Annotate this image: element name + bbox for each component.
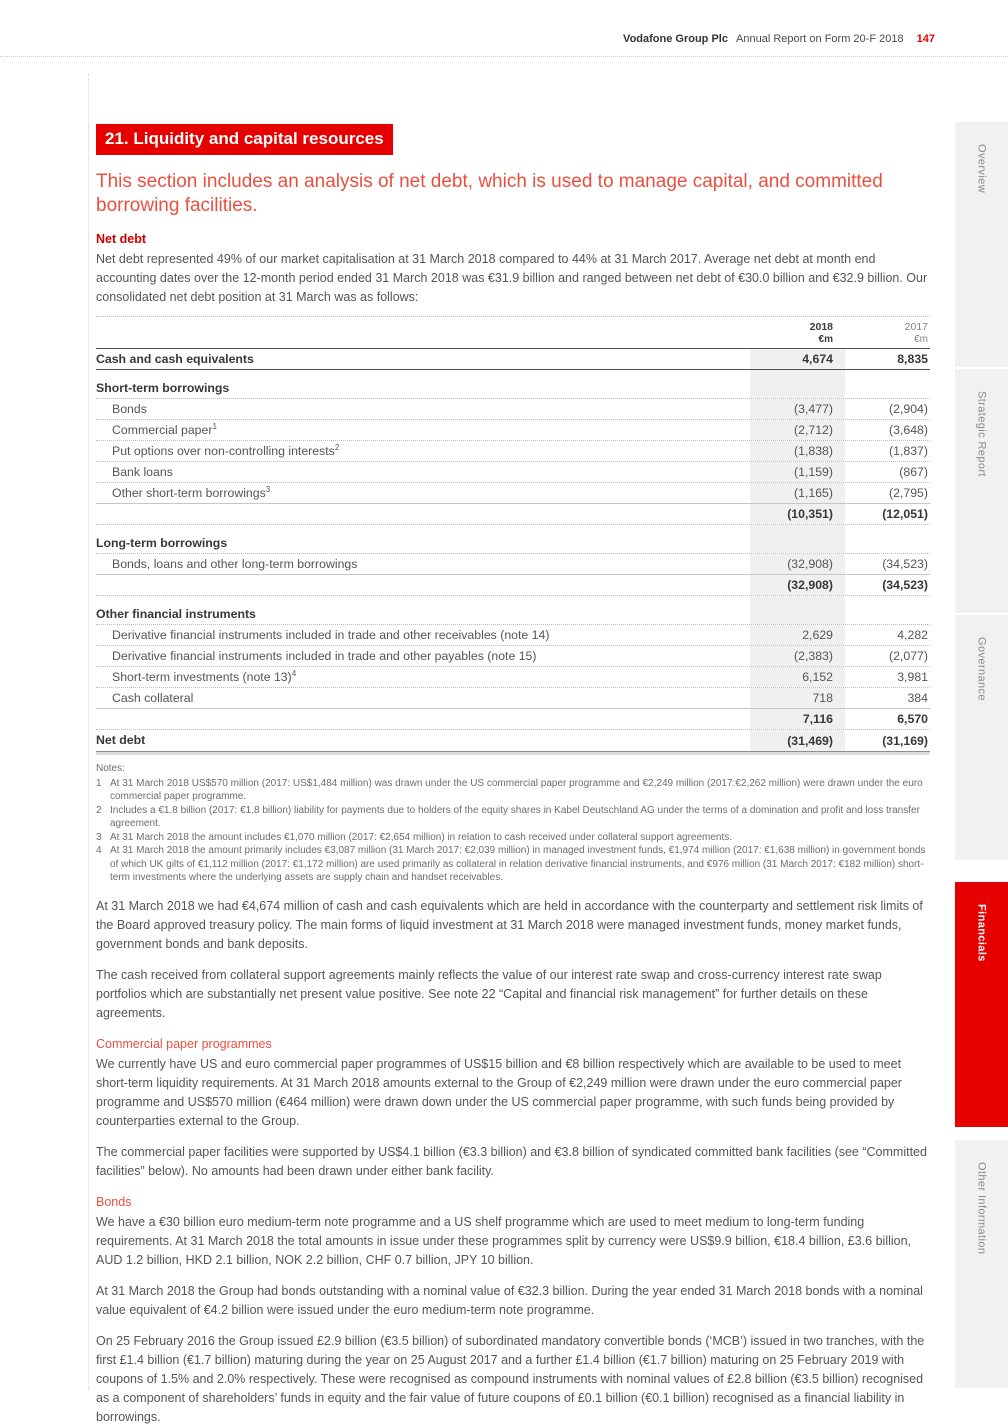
table-row bbox=[96, 646, 930, 667]
column-header-2017: 2017 €m bbox=[904, 321, 928, 345]
sidebar-tab-governance[interactable] bbox=[955, 615, 1008, 860]
table-row bbox=[96, 399, 930, 420]
report-title: Annual Report on Form 20-F 2018 bbox=[736, 33, 904, 45]
value-2017: (3,648) bbox=[889, 423, 928, 437]
value-2018: (2,712) bbox=[750, 420, 845, 440]
table-row bbox=[96, 575, 930, 596]
sidebar-tab-label: Strategic Report bbox=[975, 391, 988, 477]
subsection-heading: Bonds bbox=[96, 1194, 132, 1209]
sidebar-tab-label: Other Information bbox=[975, 1162, 988, 1255]
column-header-2018: 2018 €m bbox=[809, 321, 833, 345]
table-row bbox=[96, 554, 930, 575]
table-row bbox=[96, 533, 930, 554]
row-label: Other financial instruments bbox=[96, 606, 256, 621]
net-debt-table bbox=[96, 316, 930, 752]
table-row bbox=[96, 604, 930, 625]
value-2018 bbox=[750, 604, 845, 624]
table-row bbox=[96, 370, 930, 378]
subsection-paragraph: We currently have US and euro commercial paper programmes of US$15 billion and €8 billion respectively which are available to be used to meet short-term liquidity requirements. At 31 March 2018 amounts external to the Group of €2,249 million were drawn under the euro commercial paper programme and US$570 million (€464 million) were drawn down under the US commercial paper programme, with such funds being provided by counterparties external to the Group. bbox=[96, 1056, 902, 1128]
value-2018 bbox=[750, 370, 845, 378]
value-2018: (10,351) bbox=[750, 504, 845, 524]
value-2017 bbox=[845, 527, 930, 531]
note-number: 3 bbox=[96, 831, 102, 843]
net-debt-paragraph: Net debt represented 49% of our market capitalisation at 31 March 2018 compared to 44% at 31 March 2017. Average net debt at month end accounting dates over the 12-month period ended 31 March 2018 was €31.9 billion and ranged between net debt of €30.0 billion and €32.9 billion. Our consolidated net debt position at 31 March was as follows: bbox=[96, 252, 928, 304]
brand-name: Vodafone Group Plc bbox=[623, 33, 728, 45]
note-number: 1 bbox=[96, 777, 102, 789]
row-label bbox=[96, 583, 750, 587]
page-header bbox=[623, 33, 935, 45]
row-label: Derivative financial instruments included in trade and other receivables (note 14) bbox=[112, 627, 550, 642]
value-2018: 718 bbox=[750, 688, 845, 708]
value-2018 bbox=[750, 596, 845, 604]
sidebar-tab-other-information[interactable] bbox=[955, 1140, 1008, 1388]
value-2017 bbox=[845, 598, 930, 602]
value-2017 bbox=[845, 372, 930, 376]
row-label: Short-term borrowings bbox=[96, 380, 230, 395]
body-paragraph: The cash received from collateral support agreements mainly reflects the value of our interest rate swap and cross-currency interest rate swap portfolios which are substantially net present value positive. See note 22 “Capital and financial risk management” for further details on these agreements. bbox=[96, 967, 882, 1020]
row-label: Bonds, loans and other long-term borrowings bbox=[112, 556, 358, 571]
table-row bbox=[96, 730, 930, 752]
value-2017: (2,077) bbox=[889, 649, 928, 663]
value-2017: 3,981 bbox=[897, 670, 928, 684]
row-label: Other short-term borrowings$^3$ bbox=[112, 484, 271, 500]
row-label: Put options over non-controlling interests$^2$ bbox=[112, 442, 340, 458]
row-label: Net debt bbox=[96, 733, 146, 747]
value-2017: (1,837) bbox=[889, 444, 928, 458]
value-2017: 4,282 bbox=[897, 628, 928, 642]
value-2018: (1,159) bbox=[750, 462, 845, 482]
note-item bbox=[96, 777, 930, 804]
table-row bbox=[96, 596, 930, 604]
body-paragraphs bbox=[96, 897, 930, 1023]
sidebar-tab-strategic-report[interactable] bbox=[955, 369, 1008, 613]
value-2017: (2,904) bbox=[889, 402, 928, 416]
body-paragraph: At 31 March 2018 we had €4,674 million of cash and cash equivalents which are held in accordance with the counterparty and settlement risk limits of the Board approved treasury policy. The main forms of liquid investment at 31 March 2018 were managed investment funds, money market funds, government bonds and bank deposits. bbox=[96, 898, 923, 951]
table-header bbox=[96, 316, 930, 349]
row-label: Derivative financial instruments included in trade and other payables (note 15) bbox=[112, 648, 537, 663]
header-divider bbox=[0, 56, 1008, 57]
value-2018: 2,629 bbox=[750, 625, 845, 645]
table-row bbox=[96, 420, 930, 441]
notes-title: Notes: bbox=[96, 763, 125, 774]
notes-list bbox=[96, 777, 930, 885]
subsection-paragraph: At 31 March 2018 the Group had bonds outstanding with a nominal value of €32.3 billion. During the year ended 31 March 2018 bonds with a nominal value equivalent of €4.2 billion were issued under the euro medium-term note programme. bbox=[96, 1283, 923, 1317]
value-2018: (3,477) bbox=[750, 399, 845, 419]
subsection-paragraph: The commercial paper facilities were supported by US$4.1 billion (€3.3 billion) and €3.8 billion of syndicated committed bank facilities (see “Committed facilities” below). No amounts had been drawn under either bank facility. bbox=[96, 1144, 927, 1178]
sidebar-tab-label: Governance bbox=[975, 637, 988, 701]
section-intro: This section includes an analysis of net debt, which is used to manage capital, and committed borrowing facilities. bbox=[96, 171, 883, 216]
value-2018: 6,152 bbox=[750, 667, 845, 687]
section-title: 21. Liquidity and capital resources bbox=[96, 124, 393, 155]
value-2018 bbox=[750, 378, 845, 398]
value-2017: (34,523) bbox=[882, 578, 928, 592]
row-label bbox=[96, 372, 750, 376]
row-label bbox=[96, 598, 750, 602]
row-label: Cash collateral bbox=[112, 690, 194, 705]
value-2017: (12,051) bbox=[882, 507, 928, 521]
table-row bbox=[96, 441, 930, 462]
table-row bbox=[96, 504, 930, 525]
value-2017: (34,523) bbox=[882, 557, 928, 571]
value-2017 bbox=[845, 541, 930, 545]
row-label bbox=[96, 717, 750, 721]
value-2018: 4,674 bbox=[750, 349, 845, 369]
note-text: At 31 March 2018 the amount primarily includes €3,087 million (31 March 2017: €2,039 million) in managed investment funds, €1,974 million (2017: €1,638 million) in government bonds of which UK gilts of €1,112 million (2017: €1,172 million) are used primarily as collateral in relation derivative financial instruments, and €976 million (31 March 2017: €182 million) short-term investments where the underlying assets are supply chain and handset receivables. bbox=[110, 845, 926, 883]
note-item bbox=[96, 831, 930, 845]
value-2018: (1,165) bbox=[750, 483, 845, 503]
table-row bbox=[96, 688, 930, 709]
value-2017: 8,835 bbox=[897, 352, 928, 366]
row-label: Cash and cash equivalents bbox=[96, 351, 254, 366]
row-label: Bank loans bbox=[112, 464, 173, 479]
table-row bbox=[96, 462, 930, 483]
net-debt-heading: Net debt bbox=[96, 232, 146, 246]
note-text: At 31 March 2018 the amount includes €1,070 million (2017: €2,654 million) in relation to cash received under collateral support agreements. bbox=[110, 831, 733, 843]
sidebar-tab-financials[interactable] bbox=[955, 882, 1008, 1127]
value-2018: 7,116 bbox=[750, 709, 845, 729]
value-2017 bbox=[845, 386, 930, 390]
notes bbox=[96, 762, 930, 885]
value-2017: 6,570 bbox=[897, 712, 928, 726]
table-row bbox=[96, 349, 930, 370]
subsections bbox=[96, 1037, 930, 1427]
page-number: 147 bbox=[916, 33, 935, 45]
row-label: Commercial paper$^1$ bbox=[112, 421, 217, 437]
table-row bbox=[96, 709, 930, 730]
value-2017: (31,169) bbox=[882, 733, 928, 748]
value-2018 bbox=[750, 533, 845, 553]
subsection-heading: Commercial paper programmes bbox=[96, 1036, 272, 1051]
value-2018: (31,469) bbox=[750, 730, 845, 751]
table-row bbox=[96, 525, 930, 533]
note-number: 4 bbox=[96, 845, 102, 856]
row-label: Long-term borrowings bbox=[96, 535, 228, 550]
table-row bbox=[96, 625, 930, 646]
value-2017: 384 bbox=[907, 691, 928, 705]
subsection-paragraph: We have a €30 billion euro medium-term note programme and a US shelf programme which are used to meet medium to long-term funding requirements. At 31 March 2018 the total amounts in issue under these programmes split by currency were US$9.9 billion, €18.4 billion, £3.6 billion, AUD 1.2 billion, HKD 2.1 billion, NOK 2.2 billion, CHF 0.7 billion, JPY 10 billion. bbox=[96, 1214, 912, 1267]
value-2017 bbox=[845, 612, 930, 616]
sidebar-tab-overview[interactable] bbox=[955, 122, 1008, 367]
row-label: Bonds bbox=[112, 401, 147, 416]
note-item bbox=[96, 844, 930, 885]
note-text: Includes a €1.8 billion (2017: €1.8 billion) liability for payments due to holders of the equity shares in Kabel Deutschland AG under the terms of a domination and profit and loss transfer agreement. bbox=[110, 804, 920, 829]
note-number: 2 bbox=[96, 804, 102, 816]
table-row bbox=[96, 378, 930, 399]
note-item bbox=[96, 804, 930, 831]
row-label bbox=[96, 512, 750, 516]
table-body bbox=[96, 349, 930, 752]
row-label: Short-term investments (note 13)$^4$ bbox=[112, 668, 297, 684]
value-2017: (867) bbox=[899, 465, 928, 479]
table-row bbox=[96, 667, 930, 688]
content-left-border bbox=[88, 74, 89, 1390]
value-2018: (32,908) bbox=[750, 554, 845, 574]
value-2018: (2,383) bbox=[750, 646, 845, 666]
row-label bbox=[96, 527, 750, 531]
sidebar-tab-label: Financials bbox=[975, 904, 988, 962]
table-row bbox=[96, 483, 930, 504]
value-2018: (32,908) bbox=[750, 575, 845, 595]
value-2018 bbox=[750, 525, 845, 533]
subsection-paragraph: On 25 February 2016 the Group issued £2.9 billion (€3.5 billion) of subordinated mandatory convertible bonds (‘MCB’) issued in two tranches, with the first £1.4 billion (€1.7 billion) maturing during the year on 25 August 2017 and a further £1.4 billion (€1.7 billion) maturing on 25 February 2019 with coupons of 1.5% and 2.0% respectively. These were recognised as compound instruments with nominal values of £2.8 billion (€3.5 billion) recognised as a component of shareholders’ funds in equity and the fair value of future coupons of £0.1 billion (€0.1 billion) recognised as a financial liability in borrowings. bbox=[96, 1333, 925, 1424]
main-content bbox=[96, 124, 930, 1427]
value-2018: (1,838) bbox=[750, 441, 845, 461]
sidebar-tab-label: Overview bbox=[975, 144, 988, 194]
value-2017: (2,795) bbox=[889, 486, 928, 500]
note-text: At 31 March 2018 US$570 million (2017: US$1,484 million) was drawn under the US commercial paper programme and €2,249 million (2017:€2,262 million) were drawn under the euro commercial paper programme. bbox=[110, 777, 923, 802]
